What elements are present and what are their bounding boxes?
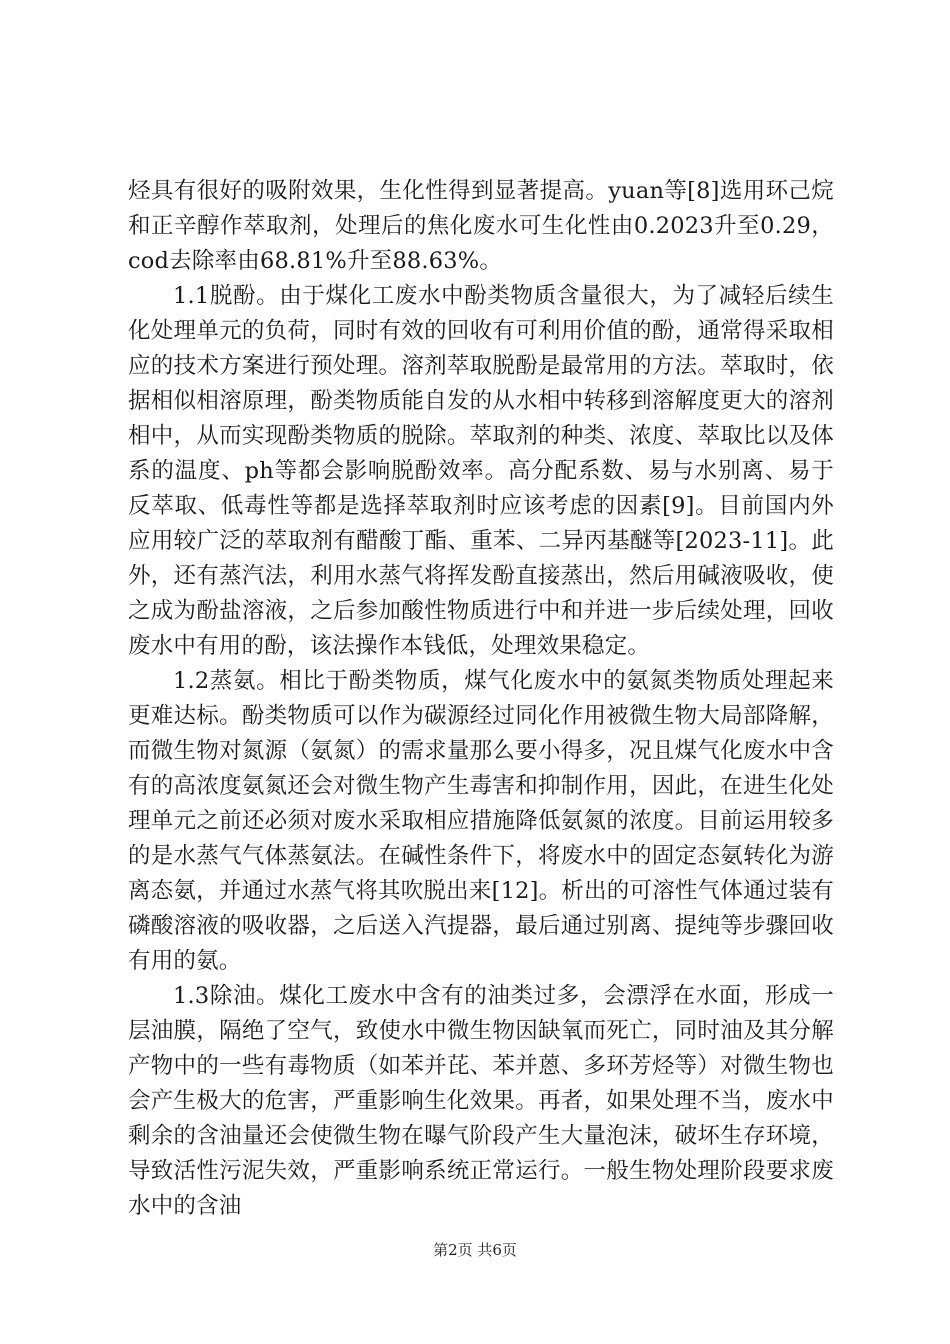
body-text — [128, 174, 834, 1224]
paragraph-deoil: 1.3除油。煤化工废水中含有的油类过多，会漂浮在水面，形成一层油膜，隔绝了空气，致使水中微生物因缺氧而死亡，同时油及其分解产物中的一些有毒物质（如苯并芘、苯并蒽、多环芳烃等）对微生物也会产生极大的危害，严重影响生化效果。再者，如果处理不当，废水中剩余的含油量还会使微生物在曝气阶段产生大量泡沫，破坏生存环境，导致活性污泥失效，严重影响系统正常运行。一般生物处理阶段要求废水中的含油 — [128, 983, 834, 1219]
paragraph-continuation: 烃具有很好的吸附效果，生化性得到显著提高。yuan等[8]选用环己烷和正辛醇作萃取剂，处理后的焦化废水可生化性由0.2023升至0.29，cod去除率由68.81%升至88.63%。 — [128, 178, 834, 274]
paragraph-dephenol: 1.1脱酚。由于煤化工废水中酚类物质含量很大，为了减轻后续生化处理单元的负荷，同时有效的回收有可利用价值的酚，通常得采取相应的技术方案进行预处理。溶剂萃取脱酚是最常用的方法。萃取时，依据相似相溶原理，酚类物质能自发的从水相中转移到溶解度更大的溶剂相中，从而实现酚类物质的脱除。萃取剂的种类、浓度、萃取比以及体系的温度、ph等都会影响脱酚效率。高分配系数、易与水别离、易于反萃取、低毒性等都是选择萃取剂时应该考虑的因素[9]。目前国内外应用较广泛的萃取剂有醋酸丁酯、重苯、二异丙基醚等[2023-11]。此外，还有蒸汽法，利用水蒸气将挥发酚直接蒸出，然后用碱液吸收，使之成为酚盐溶液，之后参加酸性物质进行中和并进一步后续处理，回收废水中有用的酚，该法操作本钱低，处理效果稳定。 — [128, 283, 834, 659]
page-footer: 第2页 共6页 — [433, 1241, 517, 1259]
paragraph-ammonia: 1.2蒸氨。相比于酚类物质，煤气化废水中的氨氮类物质处理起来更难达标。酚类物质可以作为碳源经过同化作用被微生物大局部降解，而微生物对氮源（氨氮）的需求量那么要小得多，况且煤气化废水中含有的高浓度氨氮还会对微生物产生毒害和抑制作用，因此，在进生化处理单元之前还必须对废水采取相应措施降低氨氮的浓度。目前运用较多的是水蒸气气体蒸氨法。在碱性条件下，将废水中的固定态氨转化为游离态氨，并通过水蒸气将其吹脱出来[12]。析出的可溶性气体通过装有磷酸溶液的吸收器，之后送入汽提器，最后通过别离、提纯等步骤回收有用的氨。 — [128, 668, 834, 974]
